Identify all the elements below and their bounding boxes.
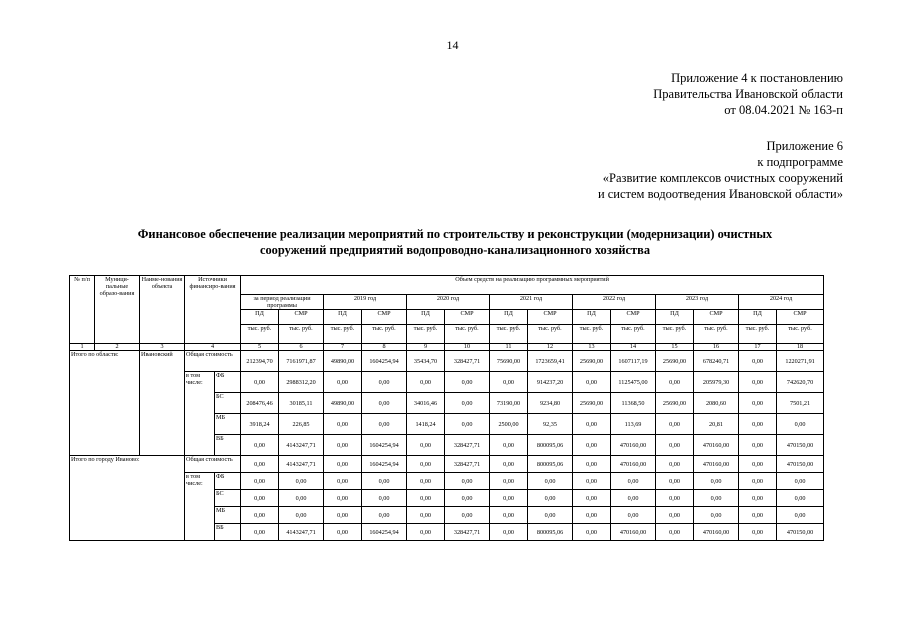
value-cell: 470160,00 [611,456,656,473]
value-cell: 470150,00 [777,524,824,541]
value-cell: 49890,00 [324,351,362,372]
source-label: ФБ [215,372,241,393]
value-cell: 0,00 [324,473,362,490]
source-label: БС [215,393,241,414]
value-cell: 0,00 [739,490,777,507]
value-cell: 7501,21 [777,393,824,414]
value-cell: 0,00 [656,524,694,541]
value-cell: 0,00 [573,473,611,490]
value-cell: 0,00 [324,372,362,393]
value-cell: 25690,00 [656,351,694,372]
value-cell: 328427,71 [445,456,490,473]
value-cell: 800095,06 [528,456,573,473]
value-cell: 0,00 [445,490,490,507]
value-cell: 11368,50 [611,393,656,414]
value-cell: 1604254,94 [362,435,407,456]
object-name: Ивановский [140,351,185,456]
value-cell: 0,00 [490,524,528,541]
value-cell: 742620,70 [777,372,824,393]
column-number: 6 [279,344,324,351]
value-cell: 0,00 [573,490,611,507]
value-cell: 0,00 [445,414,490,435]
header-pd: ПД [490,310,528,325]
value-cell: 0,00 [490,507,528,524]
column-number: 5 [241,344,279,351]
value-cell: 0,00 [324,435,362,456]
value-cell: 1604254,94 [362,456,407,473]
source-label: ФБ [215,473,241,490]
value-cell: 0,00 [407,524,445,541]
column-number: 7 [324,344,362,351]
value-cell: 470160,00 [694,524,739,541]
value-cell: 0,00 [656,507,694,524]
appendix-4-line: Правительства Ивановской области [653,87,843,101]
header-unit: тыс. руб. [407,325,445,344]
value-cell: 0,00 [362,490,407,507]
value-cell: 212394,70 [241,351,279,372]
appendix-4-header [653,70,843,118]
value-cell: 208476,46 [241,393,279,414]
value-cell: 0,00 [573,372,611,393]
value-cell: 3918,24 [241,414,279,435]
value-cell: 0,00 [407,507,445,524]
value-cell: 0,00 [777,507,824,524]
table-row [70,351,824,372]
value-cell: 0,00 [573,456,611,473]
value-cell: 328427,71 [445,351,490,372]
value-cell: 0,00 [656,490,694,507]
value-cell: 470150,00 [777,456,824,473]
value-cell: 0,00 [241,372,279,393]
value-cell: 0,00 [362,372,407,393]
column-number: 16 [694,344,739,351]
value-cell: 0,00 [739,507,777,524]
value-cell: 1125475,00 [611,372,656,393]
value-cell: 0,00 [777,414,824,435]
document-title-line: сооружений предприятий водопроводно-канализационного хозяйства [259,243,651,257]
value-cell: 0,00 [573,435,611,456]
value-cell: 0,00 [528,507,573,524]
value-cell: 0,00 [362,393,407,414]
header-unit: тыс. руб. [656,325,694,344]
value-cell: 0,00 [656,456,694,473]
value-cell: 2500,00 [490,414,528,435]
column-number: 15 [656,344,694,351]
value-cell: 4143247,71 [279,456,324,473]
header-unit: тыс. руб. [445,325,490,344]
value-cell: 0,00 [739,351,777,372]
value-cell: 0,00 [490,456,528,473]
column-number: 9 [407,344,445,351]
value-cell: 0,00 [528,473,573,490]
value-cell: 34016,46 [407,393,445,414]
source-total-cost: Общая стоимость [185,351,241,372]
appendix-4-line: от 08.04.2021 № 163-п [724,103,843,117]
value-cell: 4143247,71 [279,524,324,541]
value-cell: 0,00 [490,473,528,490]
value-cell: 1220271,91 [777,351,824,372]
value-cell: 1604254,94 [362,351,407,372]
value-cell: 25690,00 [656,393,694,414]
value-cell: 226,85 [279,414,324,435]
value-cell: 470160,00 [694,435,739,456]
value-cell: 0,00 [777,473,824,490]
column-number: 13 [573,344,611,351]
value-cell: 470150,00 [777,435,824,456]
source-label: ВБ [215,435,241,456]
appendix-6-header [598,138,843,202]
value-cell: 7161971,87 [279,351,324,372]
value-cell: 205979,30 [694,372,739,393]
value-cell: 0,00 [241,435,279,456]
header-municipality: Муници-пальные образо-вания [95,276,140,344]
appendix-6-line: «Развитие комплексов очистных сооружений [602,171,843,185]
value-cell: 0,00 [573,524,611,541]
section-label: Итого по городу Иваново: [70,456,185,541]
column-number: 11 [490,344,528,351]
value-cell: 0,00 [407,456,445,473]
header-smr: СМР [362,310,407,325]
value-cell: 0,00 [611,490,656,507]
value-cell: 0,00 [490,435,528,456]
value-cell: 678240,71 [694,351,739,372]
value-cell: 73190,00 [490,393,528,414]
page-number: 14 [446,38,459,52]
source-label: МБ [215,414,241,435]
column-number: 17 [739,344,777,351]
column-number-row [70,344,824,351]
source-label: БС [215,490,241,507]
appendix-4-line: Приложение 4 к постановлению [671,71,843,85]
value-cell: 0,00 [490,490,528,507]
header-smr: СМР [528,310,573,325]
document-title-line: Финансовое обеспечение реализации мероприятий по строительству и реконструкции (модернизации) очистных [137,227,773,241]
value-cell: 9234,80 [528,393,573,414]
including-label: в том числе: [185,473,215,541]
header-pd: ПД [241,310,279,325]
appendix-6-line: к подпрограмме [757,155,843,169]
header-year: 2021 год [490,295,573,310]
value-cell: 49890,00 [324,393,362,414]
header-smr: СМР [611,310,656,325]
header-unit: тыс. руб. [324,325,362,344]
value-cell: 0,00 [739,456,777,473]
value-cell: 0,00 [739,414,777,435]
value-cell: 328427,71 [445,435,490,456]
value-cell: 25690,00 [573,351,611,372]
column-number: 12 [528,344,573,351]
appendix-6-line: Приложение 6 [766,139,843,153]
value-cell: 1723659,41 [528,351,573,372]
value-cell: 0,00 [611,507,656,524]
value-cell: 0,00 [656,372,694,393]
value-cell: 0,00 [445,473,490,490]
header-source: Источники финансиро-вания [185,276,241,344]
appendix-6-line: и систем водоотведения Ивановской области» [597,187,843,201]
value-cell: 0,00 [241,473,279,490]
value-cell: 0,00 [656,435,694,456]
value-cell: 1418,24 [407,414,445,435]
value-cell: 25690,00 [573,393,611,414]
value-cell: 0,00 [279,507,324,524]
header-pd: ПД [656,310,694,325]
header-unit: тыс. руб. [362,325,407,344]
value-cell: 0,00 [324,524,362,541]
value-cell: 4143247,71 [279,435,324,456]
column-number: 1 [70,344,95,351]
column-number: 2 [95,344,140,351]
value-cell: 0,00 [656,473,694,490]
header-pd: ПД [739,310,777,325]
value-cell: 30185,11 [279,393,324,414]
header-object: Наиме-нования объекта [140,276,185,344]
value-cell: 0,00 [241,524,279,541]
value-cell: 0,00 [279,490,324,507]
value-cell: 0,00 [324,456,362,473]
column-number: 8 [362,344,407,351]
column-number: 18 [777,344,824,351]
financing-table [69,275,824,541]
header-unit: тыс. руб. [777,325,824,344]
header-smr: СМР [694,310,739,325]
header-smr: СМР [777,310,824,325]
value-cell: 0,00 [362,507,407,524]
value-cell: 0,00 [528,490,573,507]
value-cell: 0,00 [241,507,279,524]
value-cell: 0,00 [407,372,445,393]
header-unit: тыс. руб. [528,325,573,344]
section-label: Итого по области: [70,351,140,456]
header-smr: СМР [279,310,324,325]
value-cell: 0,00 [279,473,324,490]
header-pd: ПД [573,310,611,325]
value-cell: 0,00 [694,473,739,490]
value-cell: 0,00 [777,490,824,507]
value-cell: 0,00 [241,490,279,507]
header-volume: Объем средств на реализацию программных мероприятий [241,276,824,295]
value-cell: 0,00 [739,393,777,414]
value-cell: 470160,00 [694,456,739,473]
financing-table-body [70,276,824,541]
value-cell: 113,69 [611,414,656,435]
column-number: 14 [611,344,656,351]
value-cell: 0,00 [694,490,739,507]
value-cell: 470160,00 [611,524,656,541]
value-cell: 0,00 [324,507,362,524]
header-unit: тыс. руб. [611,325,656,344]
value-cell: 0,00 [739,372,777,393]
source-label: МБ [215,507,241,524]
value-cell: 0,00 [407,473,445,490]
header-year: 2022 год [573,295,656,310]
value-cell: 0,00 [611,473,656,490]
header-unit: тыс. руб. [279,325,324,344]
value-cell: 0,00 [739,473,777,490]
header-num: № п/п [70,276,95,344]
value-cell: 914237,20 [528,372,573,393]
value-cell: 0,00 [362,414,407,435]
header-year: 2019 год [324,295,407,310]
value-cell: 0,00 [241,456,279,473]
value-cell: 0,00 [739,524,777,541]
value-cell: 0,00 [490,372,528,393]
column-number: 3 [140,344,185,351]
header-unit: тыс. руб. [573,325,611,344]
value-cell: 2080,60 [694,393,739,414]
value-cell: 0,00 [407,490,445,507]
value-cell: 0,00 [445,507,490,524]
header-year: 2020 год [407,295,490,310]
value-cell: 1604254,94 [362,524,407,541]
including-label: в том числе: [185,372,215,456]
header-smr: СМР [445,310,490,325]
document-title [60,226,850,258]
value-cell: 0,00 [407,435,445,456]
value-cell: 800095,06 [528,524,573,541]
value-cell: 470160,00 [611,435,656,456]
header-period: за период реализации программы [241,295,324,310]
header-year: 2024 год [739,295,824,310]
header-pd: ПД [407,310,445,325]
value-cell: 0,00 [573,507,611,524]
source-total-cost: Общая стоимость [185,456,241,473]
value-cell: 0,00 [656,414,694,435]
value-cell: 0,00 [362,473,407,490]
value-cell: 20,81 [694,414,739,435]
value-cell: 35434,70 [407,351,445,372]
value-cell: 0,00 [445,393,490,414]
header-unit: тыс. руб. [739,325,777,344]
value-cell: 75690,00 [490,351,528,372]
value-cell: 328427,71 [445,524,490,541]
value-cell: 92,35 [528,414,573,435]
header-unit: тыс. руб. [241,325,279,344]
value-cell: 1607117,19 [611,351,656,372]
header-unit: тыс. руб. [694,325,739,344]
value-cell: 800095,06 [528,435,573,456]
header-year: 2023 год [656,295,739,310]
value-cell: 0,00 [739,435,777,456]
value-cell: 0,00 [445,372,490,393]
value-cell: 0,00 [324,490,362,507]
header-pd: ПД [324,310,362,325]
table-row [70,456,824,473]
value-cell: 0,00 [324,414,362,435]
value-cell: 2988312,20 [279,372,324,393]
header-unit: тыс. руб. [490,325,528,344]
value-cell: 0,00 [573,414,611,435]
source-label: ВБ [215,524,241,541]
value-cell: 0,00 [694,507,739,524]
column-number: 4 [185,344,241,351]
column-number: 10 [445,344,490,351]
